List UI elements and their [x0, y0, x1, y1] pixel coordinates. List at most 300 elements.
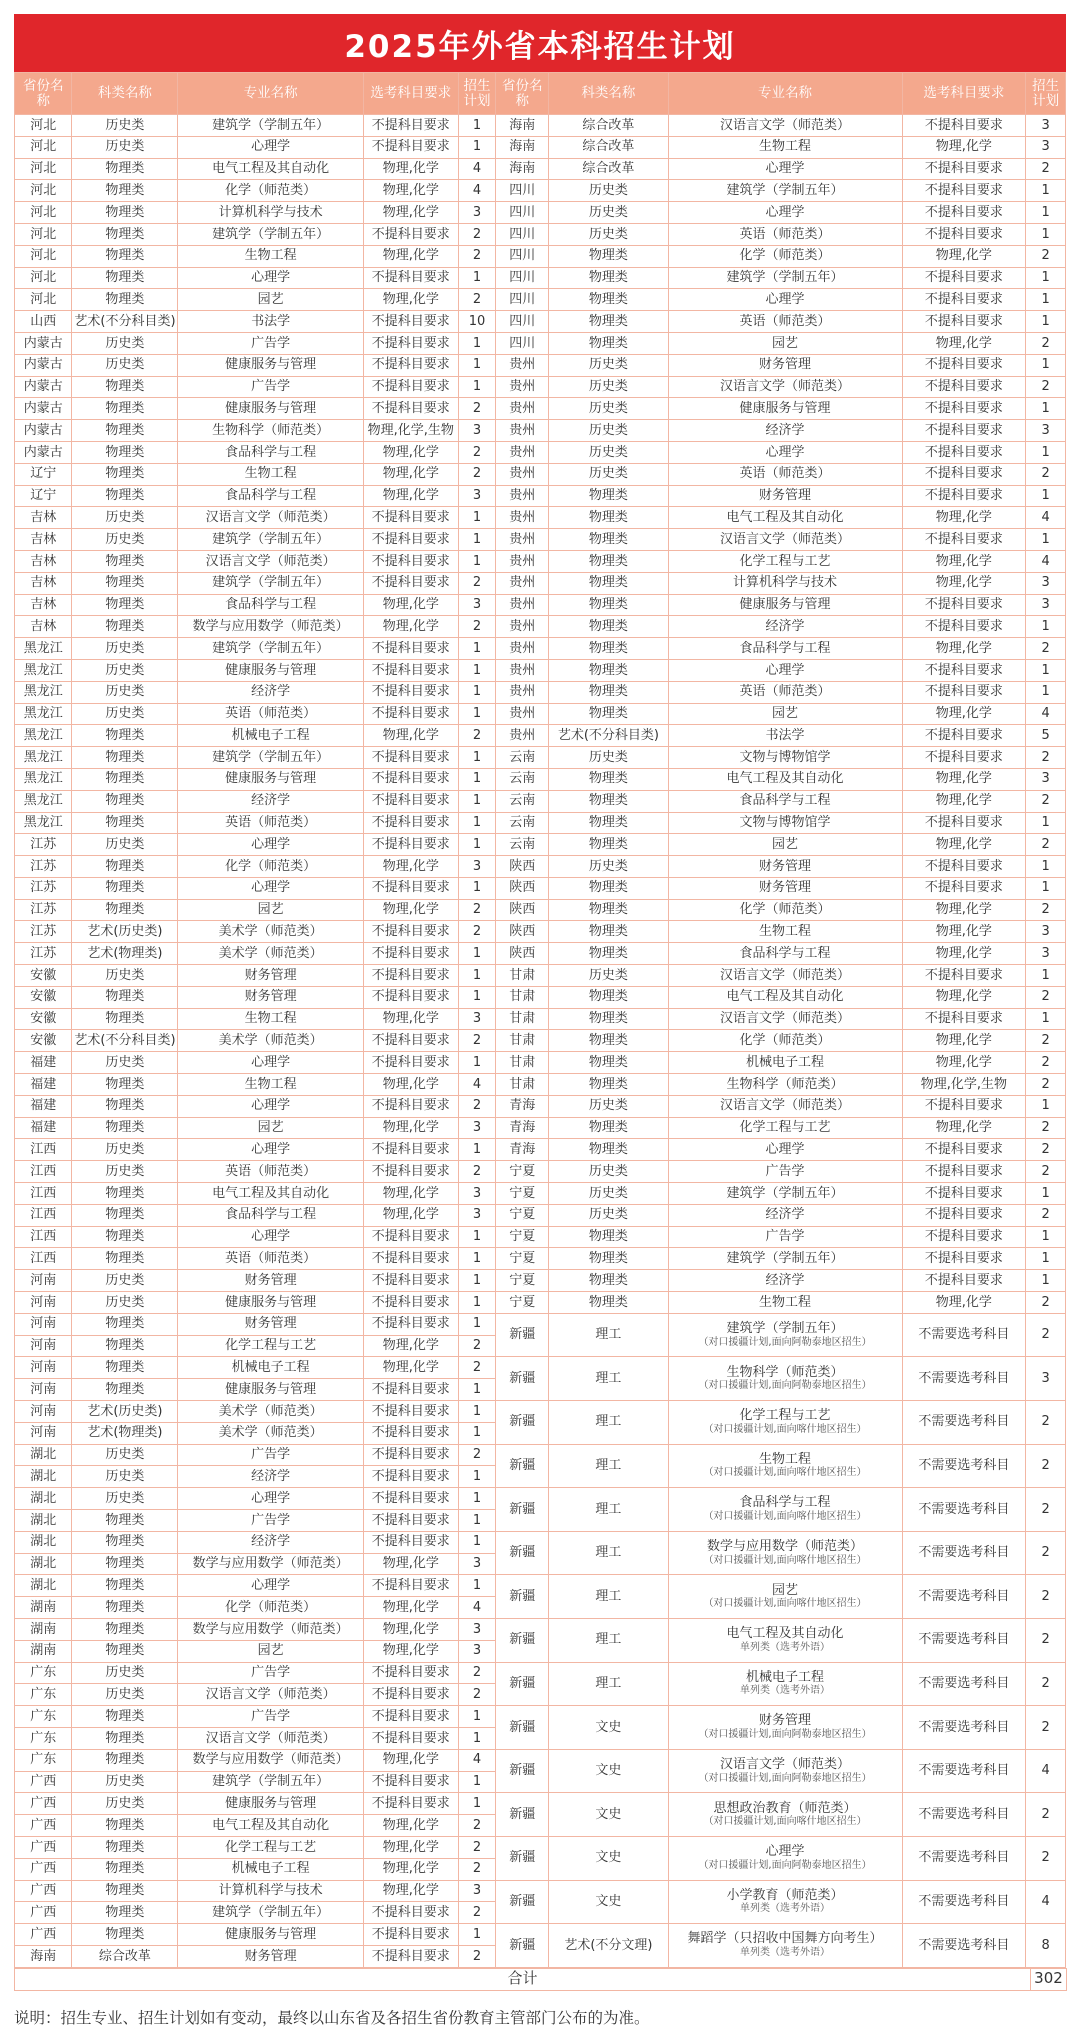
left-plan-count: 1	[458, 1793, 496, 1815]
left-subject-req: 不提科目要求	[363, 136, 458, 158]
left-subject-req: 不提科目要求	[363, 1379, 458, 1401]
right-major: 食品科学与工程	[668, 638, 902, 660]
right-major: 电气工程及其自动化	[668, 986, 902, 1008]
xinjiang-major-name: 化学工程与工艺	[739, 1408, 831, 1424]
left-province: 安徽	[15, 986, 72, 1008]
right-province: 四川	[496, 311, 549, 333]
left-category: 物理类	[72, 747, 178, 769]
right-subject-req: 物理,化学,生物	[902, 1074, 1026, 1096]
right-category: 物理类	[549, 1292, 668, 1314]
left-category: 历史类	[72, 1292, 178, 1314]
left-province: 福建	[15, 1052, 72, 1074]
left-major: 健康服务与管理	[178, 354, 363, 376]
right-major: 经济学	[668, 1270, 902, 1292]
xinjiang-subject-req: 不需要选考科目	[902, 1401, 1026, 1445]
right-province: 宁夏	[496, 1226, 549, 1248]
xinjiang-major-name: 园艺	[772, 1582, 799, 1598]
right-plan-count: 2	[1026, 1030, 1066, 1052]
right-major: 化学（师范类）	[668, 1030, 902, 1052]
xinjiang-major	[668, 1662, 902, 1706]
table-row	[15, 812, 1066, 834]
left-province: 福建	[15, 1074, 72, 1096]
table-row	[15, 1008, 1066, 1030]
right-major: 食品科学与工程	[668, 943, 902, 965]
table-row	[15, 398, 1066, 420]
left-plan-count: 2	[458, 899, 496, 921]
left-province: 湖北	[15, 1553, 72, 1575]
left-category: 物理类	[72, 485, 178, 507]
left-category: 艺术(历史类)	[72, 921, 178, 943]
left-plan-count: 3	[458, 1640, 496, 1662]
xinjiang-major-note: （对口援疆计划,面向阿勒泰地区招生）	[698, 1772, 872, 1784]
right-category: 物理类	[549, 1248, 668, 1270]
left-category: 物理类	[72, 877, 178, 899]
right-major: 电气工程及其自动化	[668, 768, 902, 790]
total-table	[14, 1968, 1067, 1991]
left-major: 园艺	[178, 1640, 363, 1662]
left-major: 生物工程	[178, 1074, 363, 1096]
left-plan-count: 4	[458, 1074, 496, 1096]
right-plan-count: 1	[1026, 856, 1066, 878]
right-province: 贵州	[496, 725, 549, 747]
right-province: 甘肃	[496, 965, 549, 987]
table-row	[15, 1706, 1066, 1728]
left-category: 物理类	[72, 1706, 178, 1728]
left-plan-count: 2	[458, 245, 496, 267]
left-plan-count: 1	[458, 834, 496, 856]
left-major: 美术学（师范类）	[178, 1030, 363, 1052]
right-province: 宁夏	[496, 1204, 549, 1226]
left-category: 历史类	[72, 703, 178, 725]
right-category: 物理类	[549, 921, 668, 943]
right-plan-count: 2	[1026, 1074, 1066, 1096]
left-province: 黑龙江	[15, 725, 72, 747]
right-category: 物理类	[549, 332, 668, 354]
left-major: 心理学	[178, 136, 363, 158]
left-category: 物理类	[72, 1749, 178, 1771]
right-province: 青海	[496, 1139, 549, 1161]
right-major: 经济学	[668, 1204, 902, 1226]
right-major: 心理学	[668, 441, 902, 463]
left-province: 黑龙江	[15, 747, 72, 769]
right-category: 历史类	[549, 1161, 668, 1183]
left-plan-count: 3	[458, 202, 496, 224]
left-category: 艺术(物理类)	[72, 943, 178, 965]
table-row	[15, 1313, 1066, 1335]
table-row	[15, 638, 1066, 660]
header-category: 科类名称	[549, 73, 668, 115]
left-plan-count: 2	[458, 223, 496, 245]
right-subject-req: 不提科目要求	[902, 1204, 1026, 1226]
left-major: 生物工程	[178, 245, 363, 267]
right-major: 健康服务与管理	[668, 594, 902, 616]
left-province: 湖南	[15, 1618, 72, 1640]
left-major: 化学（师范类）	[178, 180, 363, 202]
right-category: 综合改革	[549, 158, 668, 180]
xinjiang-major-name: 舞蹈学（只招收中国舞方向考生）	[687, 1931, 883, 1947]
left-province: 广东	[15, 1684, 72, 1706]
left-subject-req: 物理,化学	[363, 1008, 458, 1030]
left-plan-count: 1	[458, 1292, 496, 1314]
left-subject-req: 不提科目要求	[363, 1466, 458, 1488]
xinjiang-category: 理工	[549, 1575, 668, 1619]
table-row	[15, 311, 1066, 333]
left-plan-count: 1	[458, 1510, 496, 1532]
xinjiang-subject-req: 不需要选考科目	[902, 1488, 1026, 1532]
table-row	[15, 245, 1066, 267]
left-province: 辽宁	[15, 485, 72, 507]
table-row	[15, 572, 1066, 594]
right-subject-req: 物理,化学	[902, 572, 1026, 594]
left-major: 经济学	[178, 1466, 363, 1488]
right-plan-count: 1	[1026, 441, 1066, 463]
right-subject-req: 物理,化学	[902, 136, 1026, 158]
right-major: 电气工程及其自动化	[668, 507, 902, 529]
right-plan-count: 2	[1026, 463, 1066, 485]
right-province: 陕西	[496, 899, 549, 921]
right-province: 海南	[496, 136, 549, 158]
left-province: 河北	[15, 158, 72, 180]
left-province: 内蒙古	[15, 354, 72, 376]
left-plan-count: 2	[458, 1030, 496, 1052]
right-plan-count: 1	[1026, 1008, 1066, 1030]
table-row	[15, 921, 1066, 943]
left-province: 湖北	[15, 1510, 72, 1532]
right-subject-req: 物理,化学	[902, 507, 1026, 529]
left-province: 河南	[15, 1313, 72, 1335]
left-subject-req: 物理,化学	[363, 856, 458, 878]
left-major: 食品科学与工程	[178, 441, 363, 463]
left-plan-count: 1	[458, 1270, 496, 1292]
right-category: 历史类	[549, 1095, 668, 1117]
right-major: 英语（师范类）	[668, 463, 902, 485]
left-province: 河南	[15, 1292, 72, 1314]
right-plan-count: 1	[1026, 289, 1066, 311]
table-row	[15, 703, 1066, 725]
left-subject-req: 不提科目要求	[363, 812, 458, 834]
left-category: 历史类	[72, 354, 178, 376]
left-plan-count: 3	[458, 1880, 496, 1902]
left-plan-count: 1	[458, 332, 496, 354]
left-plan-count: 1	[458, 507, 496, 529]
left-plan-count: 2	[458, 1095, 496, 1117]
left-major: 汉语言文学（师范类）	[178, 507, 363, 529]
table-row	[15, 1226, 1066, 1248]
right-subject-req: 不提科目要求	[902, 1248, 1026, 1270]
left-province: 内蒙古	[15, 441, 72, 463]
left-category: 物理类	[72, 1074, 178, 1096]
xinjiang-province: 新疆	[496, 1531, 549, 1575]
left-category: 艺术(不分科目类)	[72, 311, 178, 333]
right-plan-count: 2	[1026, 1117, 1066, 1139]
right-plan-count: 4	[1026, 703, 1066, 725]
left-major: 数学与应用数学（师范类）	[178, 1749, 363, 1771]
left-plan-count: 2	[458, 1444, 496, 1466]
left-major: 电气工程及其自动化	[178, 1815, 363, 1837]
left-plan-count: 1	[458, 747, 496, 769]
xinjiang-major-note: （对口援疆计划,面向喀什地区招生）	[703, 1467, 867, 1479]
right-plan-count: 2	[1026, 1161, 1066, 1183]
right-province: 贵州	[496, 529, 549, 551]
left-category: 物理类	[72, 986, 178, 1008]
right-category: 物理类	[549, 986, 668, 1008]
right-province: 宁夏	[496, 1292, 549, 1314]
left-major: 心理学	[178, 834, 363, 856]
left-major: 美术学（师范类）	[178, 1422, 363, 1444]
left-plan-count: 1	[458, 1706, 496, 1728]
page-title: 2025年外省本科招生计划	[14, 14, 1066, 72]
right-major: 健康服务与管理	[668, 398, 902, 420]
left-plan-count: 1	[458, 1052, 496, 1074]
right-major: 食品科学与工程	[668, 790, 902, 812]
left-province: 黑龙江	[15, 703, 72, 725]
right-plan-count: 1	[1026, 311, 1066, 333]
xinjiang-plan-count: 8	[1026, 1924, 1066, 1968]
right-major: 心理学	[668, 659, 902, 681]
xinjiang-subject-req: 不需要选考科目	[902, 1357, 1026, 1401]
left-province: 江苏	[15, 899, 72, 921]
left-plan-count: 1	[458, 1139, 496, 1161]
table-row	[15, 1270, 1066, 1292]
right-province: 青海	[496, 1117, 549, 1139]
right-major: 经济学	[668, 616, 902, 638]
table-row	[15, 1924, 1066, 1946]
left-province: 黑龙江	[15, 659, 72, 681]
xinjiang-major-note: （对口援疆计划,面向喀什地区招生）	[703, 1554, 867, 1566]
right-subject-req: 不提科目要求	[902, 659, 1026, 681]
left-province: 湖南	[15, 1640, 72, 1662]
table-row	[15, 1575, 1066, 1597]
xinjiang-subject-req: 不需要选考科目	[902, 1793, 1026, 1837]
right-category: 历史类	[549, 223, 668, 245]
table-row	[15, 1880, 1066, 1902]
right-plan-count: 1	[1026, 180, 1066, 202]
left-major: 计算机科学与技术	[178, 202, 363, 224]
left-plan-count: 1	[458, 965, 496, 987]
left-category: 物理类	[72, 1815, 178, 1837]
xinjiang-category: 文史	[549, 1836, 668, 1880]
left-plan-count: 2	[458, 289, 496, 311]
table-row	[15, 747, 1066, 769]
left-major: 生物科学（师范类）	[178, 420, 363, 442]
right-subject-req: 不提科目要求	[902, 747, 1026, 769]
left-province: 安徽	[15, 1008, 72, 1030]
table-row	[15, 1836, 1066, 1858]
right-major: 生物工程	[668, 136, 902, 158]
left-plan-count: 1	[458, 1248, 496, 1270]
left-major: 财务管理	[178, 1313, 363, 1335]
left-major: 建筑学（学制五年）	[178, 223, 363, 245]
left-category: 历史类	[72, 136, 178, 158]
left-subject-req: 物理,化学	[363, 441, 458, 463]
left-province: 河北	[15, 115, 72, 137]
left-category: 物理类	[72, 1204, 178, 1226]
left-province: 内蒙古	[15, 420, 72, 442]
right-province: 贵州	[496, 376, 549, 398]
xinjiang-plan-count: 2	[1026, 1706, 1066, 1750]
left-plan-count: 1	[458, 1226, 496, 1248]
left-major: 健康服务与管理	[178, 768, 363, 790]
right-category: 历史类	[549, 856, 668, 878]
left-subject-req: 不提科目要求	[363, 986, 458, 1008]
right-province: 甘肃	[496, 1052, 549, 1074]
left-province: 江西	[15, 1226, 72, 1248]
left-major: 广告学	[178, 1662, 363, 1684]
right-subject-req: 不提科目要求	[902, 398, 1026, 420]
left-province: 广西	[15, 1924, 72, 1946]
left-major: 建筑学（学制五年）	[178, 1771, 363, 1793]
left-subject-req: 物理,化学	[363, 1618, 458, 1640]
left-subject-req: 不提科目要求	[363, 877, 458, 899]
right-subject-req: 物理,化学	[902, 899, 1026, 921]
right-subject-req: 不提科目要求	[902, 420, 1026, 442]
left-plan-count: 1	[458, 136, 496, 158]
left-subject-req: 物理,化学	[363, 1749, 458, 1771]
table-row	[15, 965, 1066, 987]
table-row	[15, 616, 1066, 638]
xinjiang-subject-req: 不需要选考科目	[902, 1575, 1026, 1619]
left-subject-req: 不提科目要求	[363, 1248, 458, 1270]
left-province: 河北	[15, 180, 72, 202]
left-province: 广西	[15, 1858, 72, 1880]
right-category: 历史类	[549, 1183, 668, 1205]
right-province: 四川	[496, 202, 549, 224]
left-plan-count: 1	[458, 115, 496, 137]
xinjiang-major-note: 单列类（选考外语）	[740, 1947, 831, 1958]
left-category: 物理类	[72, 267, 178, 289]
right-plan-count: 2	[1026, 790, 1066, 812]
right-subject-req: 物理,化学	[902, 943, 1026, 965]
left-province: 广西	[15, 1902, 72, 1924]
right-plan-count: 3	[1026, 943, 1066, 965]
right-major: 建筑学（学制五年）	[668, 267, 902, 289]
xinjiang-major-note: （对口援疆计划,面向阿勒泰地区招生）	[698, 1729, 872, 1741]
left-major: 机械电子工程	[178, 1357, 363, 1379]
left-subject-req: 不提科目要求	[363, 1052, 458, 1074]
left-major: 英语（师范类）	[178, 1248, 363, 1270]
left-major: 计算机科学与技术	[178, 1880, 363, 1902]
right-plan-count: 1	[1026, 354, 1066, 376]
right-plan-count: 2	[1026, 899, 1066, 921]
right-subject-req: 不提科目要求	[902, 289, 1026, 311]
right-major: 财务管理	[668, 485, 902, 507]
left-province: 河北	[15, 267, 72, 289]
left-subject-req: 不提科目要求	[363, 1030, 458, 1052]
right-province: 四川	[496, 332, 549, 354]
left-plan-count: 3	[458, 485, 496, 507]
left-province: 湖北	[15, 1466, 72, 1488]
right-category: 物理类	[549, 1030, 668, 1052]
left-plan-count: 1	[458, 550, 496, 572]
left-province: 山西	[15, 311, 72, 333]
left-plan-count: 3	[458, 1553, 496, 1575]
right-category: 历史类	[549, 354, 668, 376]
right-plan-count: 1	[1026, 1183, 1066, 1205]
left-major: 汉语言文学（师范类）	[178, 1684, 363, 1706]
right-subject-req: 不提科目要求	[902, 725, 1026, 747]
left-subject-req: 不提科目要求	[363, 529, 458, 551]
left-major: 书法学	[178, 311, 363, 333]
left-province: 吉林	[15, 594, 72, 616]
table-row	[15, 986, 1066, 1008]
right-province: 甘肃	[496, 1030, 549, 1052]
right-subject-req: 物理,化学	[902, 245, 1026, 267]
left-subject-req: 不提科目要求	[363, 332, 458, 354]
right-plan-count: 2	[1026, 158, 1066, 180]
table-row	[15, 420, 1066, 442]
left-plan-count: 2	[458, 463, 496, 485]
right-province: 宁夏	[496, 1248, 549, 1270]
left-major: 财务管理	[178, 986, 363, 1008]
left-major: 英语（师范类）	[178, 812, 363, 834]
left-category: 物理类	[72, 420, 178, 442]
left-plan-count: 1	[458, 943, 496, 965]
right-province: 陕西	[496, 856, 549, 878]
left-plan-count: 2	[458, 1161, 496, 1183]
header-plan-count: 招生计划	[458, 73, 496, 115]
left-subject-req: 不提科目要求	[363, 1139, 458, 1161]
left-province: 内蒙古	[15, 332, 72, 354]
right-subject-req: 不提科目要求	[902, 1095, 1026, 1117]
xinjiang-major	[668, 1924, 902, 1968]
left-category: 物理类	[72, 812, 178, 834]
table-row	[15, 376, 1066, 398]
left-plan-count: 3	[458, 856, 496, 878]
left-major: 美术学（师范类）	[178, 943, 363, 965]
left-subject-req: 不提科目要求	[363, 790, 458, 812]
left-subject-req: 不提科目要求	[363, 768, 458, 790]
left-major: 电气工程及其自动化	[178, 1183, 363, 1205]
left-province: 广西	[15, 1815, 72, 1837]
xinjiang-subject-req: 不需要选考科目	[902, 1313, 1026, 1357]
right-major: 计算机科学与技术	[668, 572, 902, 594]
left-province: 广西	[15, 1771, 72, 1793]
left-province: 广西	[15, 1793, 72, 1815]
left-subject-req: 不提科目要求	[363, 1706, 458, 1728]
xinjiang-major	[668, 1749, 902, 1793]
right-province: 云南	[496, 768, 549, 790]
left-major: 建筑学（学制五年）	[178, 638, 363, 660]
right-subject-req: 不提科目要求	[902, 485, 1026, 507]
right-plan-count: 2	[1026, 834, 1066, 856]
xinjiang-major	[668, 1531, 902, 1575]
left-major: 健康服务与管理	[178, 1379, 363, 1401]
left-plan-count: 2	[458, 921, 496, 943]
xinjiang-subject-req: 不需要选考科目	[902, 1924, 1026, 1968]
right-subject-req: 物理,化学	[902, 790, 1026, 812]
left-plan-count: 1	[458, 877, 496, 899]
right-subject-req: 物理,化学	[902, 1030, 1026, 1052]
table-body	[15, 115, 1066, 1968]
left-subject-req: 物理,化学	[363, 1597, 458, 1619]
xinjiang-major	[668, 1880, 902, 1924]
table-row	[15, 1095, 1066, 1117]
right-category: 物理类	[549, 703, 668, 725]
left-category: 艺术(历史类)	[72, 1401, 178, 1423]
right-subject-req: 物理,化学	[902, 768, 1026, 790]
right-major: 化学（师范类）	[668, 899, 902, 921]
left-province: 安徽	[15, 1030, 72, 1052]
left-plan-count: 2	[458, 1858, 496, 1880]
right-category: 物理类	[549, 790, 668, 812]
right-subject-req: 不提科目要求	[902, 1183, 1026, 1205]
xinjiang-major-note: 单列类（选考外语）	[740, 1641, 831, 1653]
left-major: 广告学	[178, 1706, 363, 1728]
xinjiang-major-name: 小学教育（师范类）	[726, 1887, 844, 1903]
left-plan-count: 1	[458, 1575, 496, 1597]
right-subject-req: 不提科目要求	[902, 376, 1026, 398]
right-subject-req: 不提科目要求	[902, 311, 1026, 333]
